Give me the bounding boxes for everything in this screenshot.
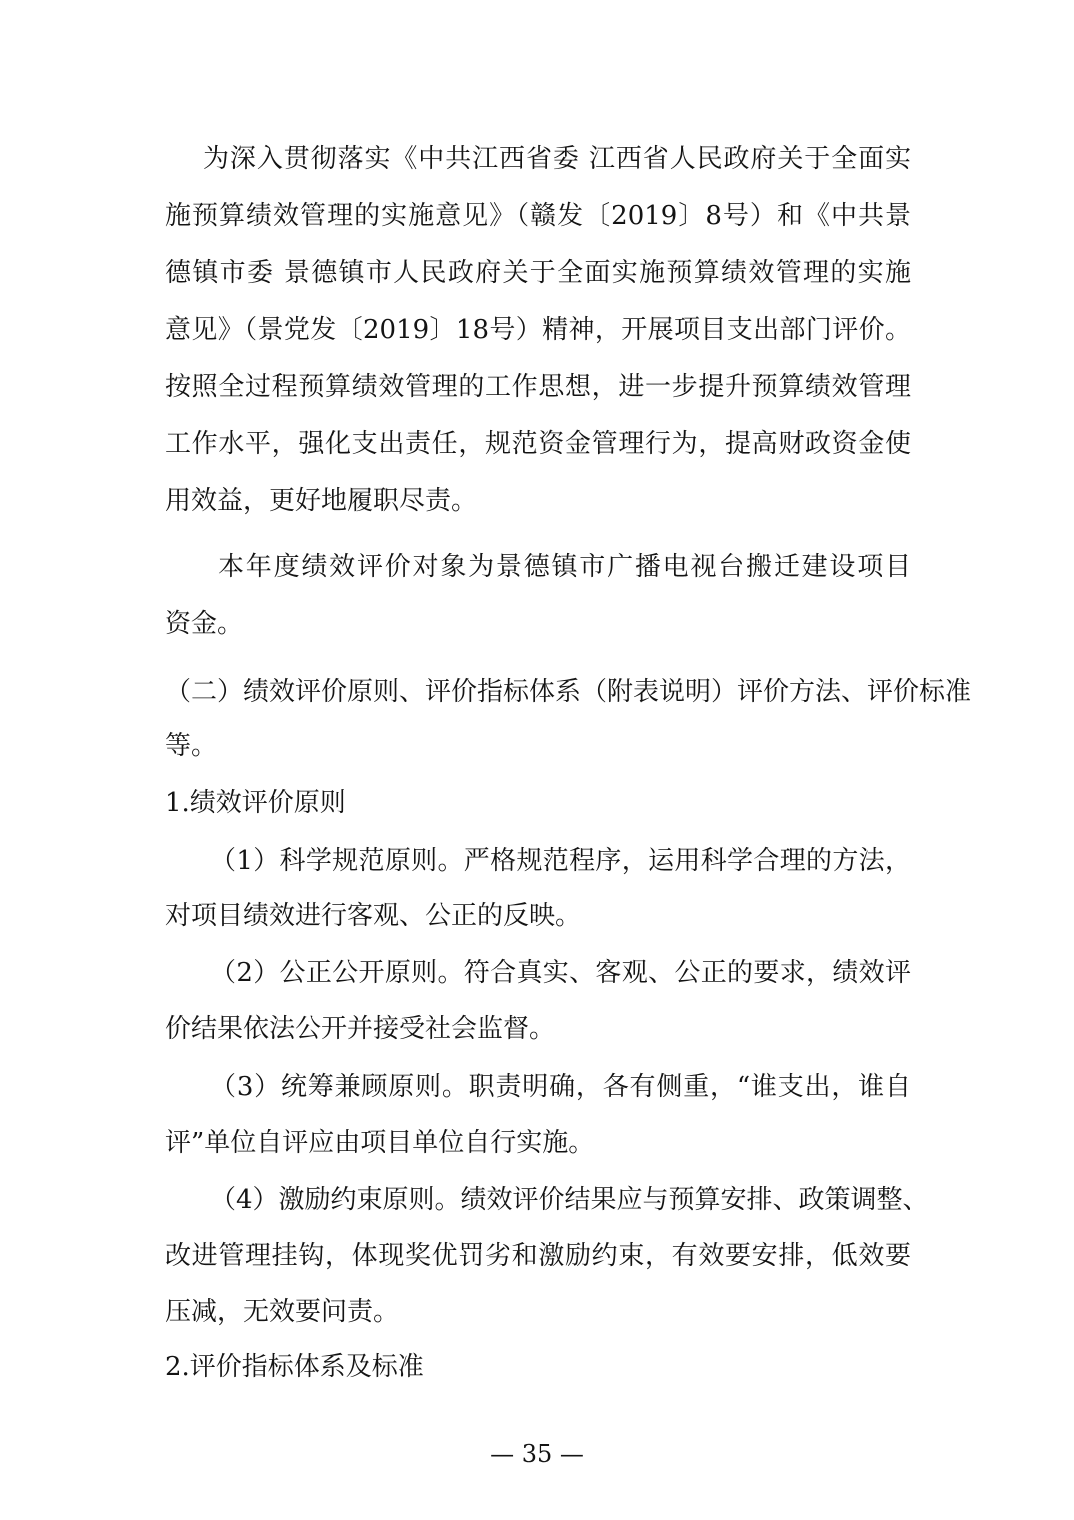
text-line: 对项目绩效进行客观、公正的反映。: [165, 901, 582, 931]
text-line: 按照全过程预算绩效管理的工作思想，进一步提升预算绩效管理: [165, 372, 911, 402]
text-line: 压减，无效要问责。: [165, 1297, 400, 1327]
text-line: （二）绩效评价原则、评价指标体系（附表说明）评价方法、评价标准: [165, 677, 972, 706]
text-line: 德镇市委 景德镇市人民政府关于全面实施预算绩效管理的实施: [165, 258, 911, 288]
text-line: 改进管理挂钩，体现奖优罚劣和激励约束，有效要安排，低效要: [165, 1241, 911, 1271]
text-line: 施预算绩效管理的实施意见》（赣发〔2019〕8号）和《中共景: [165, 201, 911, 231]
page-number: — 35 —: [490, 1440, 584, 1468]
subsection-heading: 1.绩效评价原则: [165, 788, 346, 818]
text-line: （4）激励约束原则。绩效评价结果应与预算安排、政策调整、: [210, 1185, 929, 1215]
text-line: 意见》（景党发〔2019〕18号）精神，开展项目支出部门评价。: [165, 315, 911, 345]
text-line: （3）统筹兼顾原则。职责明确，各有侧重，“谁支出，谁自: [210, 1072, 911, 1102]
text-line: 工作水平，强化支出责任，规范资金管理行为，提高财政资金使: [165, 429, 911, 459]
text-line: 本年度绩效评价对象为景德镇市广播电视台搬迁建设项目: [218, 552, 911, 582]
text-line: （2）公正公开原则。符合真实、客观、公正的要求，绩效评: [210, 958, 911, 988]
text-line: 用效益，更好地履职尽责。: [165, 486, 478, 516]
text-line: 评”单位自评应由项目单位自行实施。: [165, 1128, 595, 1158]
text-line: 等。: [165, 731, 218, 761]
subsection-heading: 2.评价指标体系及标准: [165, 1352, 424, 1382]
text-line: 价结果依法公开并接受社会监督。: [165, 1014, 556, 1044]
text-line: 为深入贯彻落实《中共江西省委 江西省人民政府关于全面实: [203, 144, 911, 174]
text-line: 资金。: [165, 609, 244, 639]
text-line: （1）科学规范原则。严格规范程序，运用科学合理的方法，: [210, 846, 911, 876]
